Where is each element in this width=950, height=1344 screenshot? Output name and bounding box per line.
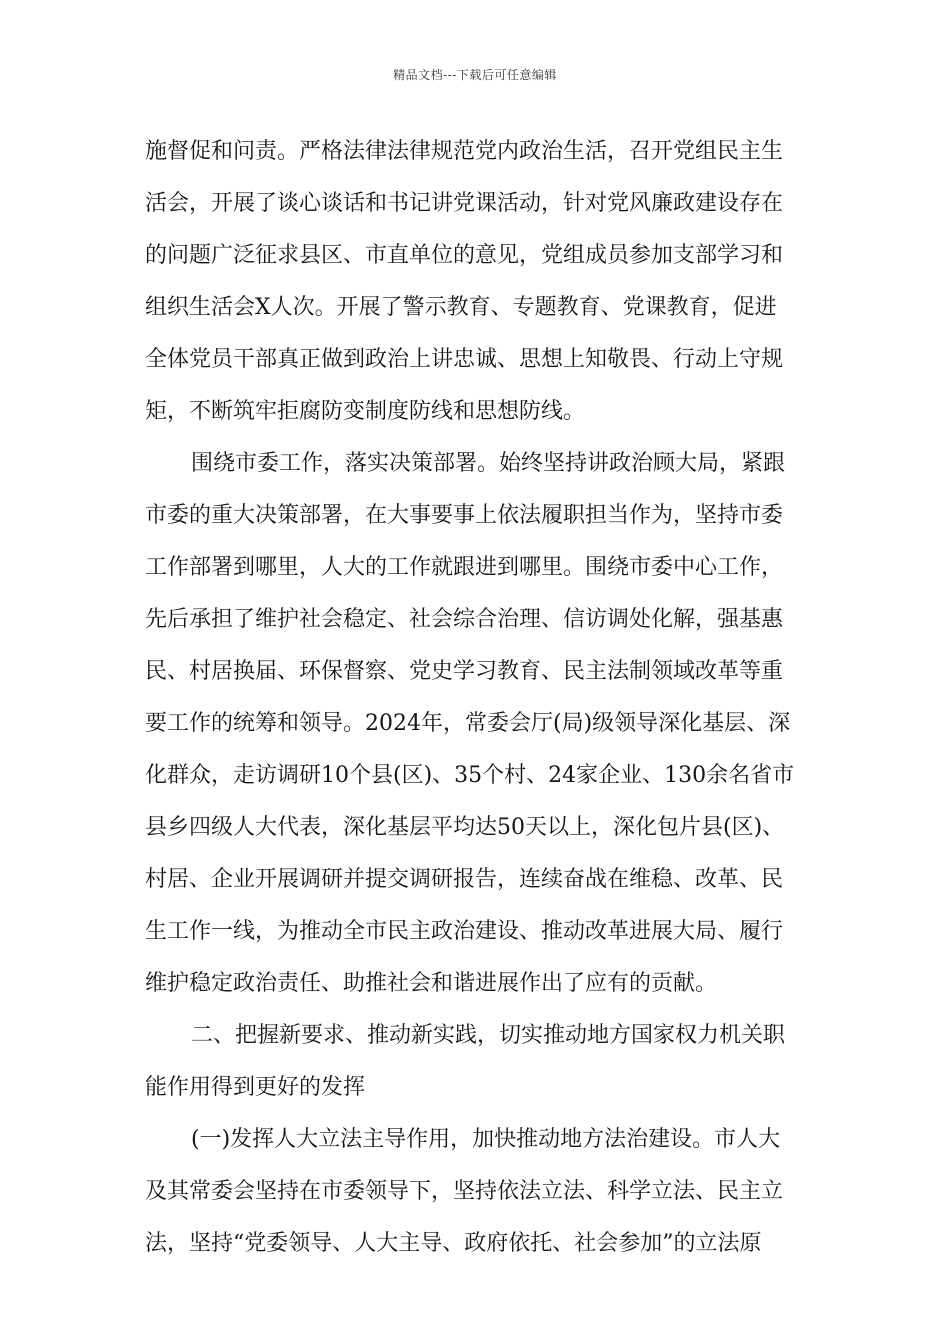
paragraph-2-line-6: 要工作的统筹和领导。2024年，常委会厅(局)级领导深化基层、深 bbox=[145, 711, 791, 736]
paragraph-1-line-3: 的问题广泛征求县区、市直单位的意见，党组成员参加支部学习和 bbox=[145, 243, 784, 268]
paragraph-2-line-3: 工作部署到哪里，人大的工作就跟进到哪里。围绕市委中心工作， bbox=[145, 555, 784, 580]
paragraph-1-line-1: 施督促和问责。严格法律法律规范党内政治生活，召开党组民主生 bbox=[145, 139, 784, 164]
paragraph-2-line-9: 村居、企业开展调研并提交调研报告，连续奋战在维稳、改革、民 bbox=[145, 867, 784, 892]
paragraph-2-line-11: 维护稳定政治责任、助推社会和谐进展作出了应有的贡献。 bbox=[145, 971, 718, 996]
paragraph-1-line-2: 活会，开展了谈心谈话和书记讲党课活动，针对党风廉政建设存在 bbox=[145, 191, 784, 216]
document-body bbox=[145, 126, 810, 1270]
paragraph-2-line-2: 市委的重大决策部署，在大事要事上依法履职担当作为，坚持市委 bbox=[145, 503, 784, 528]
paragraph-2-line-7: 化群众，走访调研10个县(区)、35个村、24家企业、130余名省市 bbox=[145, 763, 795, 788]
paragraph-4-line-1: (一)发挥人大立法主导作用，加快推动地方法治建设。市人大 bbox=[191, 1127, 781, 1152]
section-heading-line-2: 能作用得到更好的发挥 bbox=[145, 1075, 366, 1100]
section-heading-line-1: 二、把握新要求、推动新实践，切实推动地方国家权力机关职 bbox=[191, 1023, 786, 1048]
paragraph-2-line-1: 围绕市委工作，落实决策部署。始终坚持讲政治顾大局，紧跟 bbox=[191, 451, 786, 476]
paragraph-1-line-4: 组织生活会X人次。开展了警示教育、专题教育、党课教育，促进 bbox=[145, 295, 777, 320]
paragraph-1-line-6: 矩，不断筑牢拒腐防变制度防线和思想防线。 bbox=[145, 399, 586, 424]
paragraph-2-line-5: 民、村居换届、环保督察、党史学习教育、民主法制领域改革等重 bbox=[145, 659, 784, 684]
paragraph-4-line-3: 法，坚持“党委领导、人大主导、政府依托、社会参加”的立法原 bbox=[145, 1231, 762, 1256]
paragraph-1-line-5: 全体党员干部真正做到政治上讲忠诚、思想上知敬畏、行动上守规 bbox=[145, 347, 784, 372]
paragraph-2-line-10: 生工作一线，为推动全市民主政治建设、推动改革进展大局、履行 bbox=[145, 919, 784, 944]
paragraph-2-line-8: 县乡四级人大代表，深化基层平均达50天以上，深化包片县(区)、 bbox=[145, 815, 785, 840]
paragraph-4-line-2: 及其常委会坚持在市委领导下，坚持依法立法、科学立法、民主立 bbox=[145, 1179, 784, 1204]
page-header: 精品文档---下载后可任意编辑 bbox=[393, 68, 557, 82]
paragraph-2-line-4: 先后承担了维护社会稳定、社会综合治理、信访调处化解，强基惠 bbox=[145, 607, 784, 632]
